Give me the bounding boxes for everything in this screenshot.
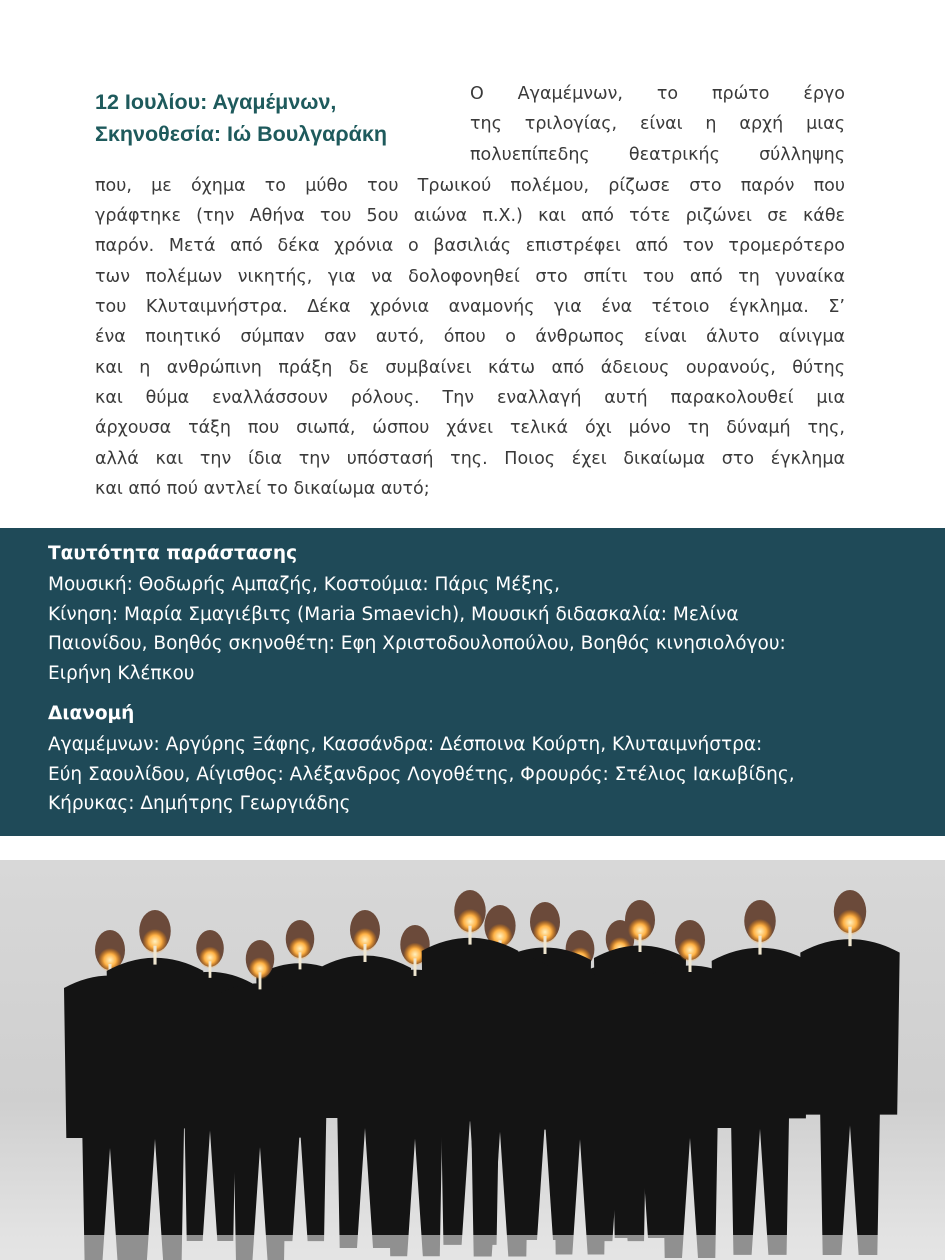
body-line: παρόν. Μετά από δέκα χρόνια ο βασιλιάς επιστρέφει από τον τρομερότερο xyxy=(95,236,845,256)
cast-title: Διανομή xyxy=(48,703,135,724)
ensemble-photo xyxy=(0,860,945,1260)
heading-line-date-title: 12 Ιουλίου: Αγαμέμνων, xyxy=(95,90,337,114)
cast-line: Κήρυκας: Δημήτρης Γεωργιάδης xyxy=(48,793,351,814)
body-line: αλλά και την ίδια την υπόστασή της. Ποιος έχει δικαίωμα στο έγκλημα xyxy=(95,449,845,469)
article-heading xyxy=(95,86,440,150)
identity-line: Κίνηση: Μαρία Σμαγιέβιτς (Maria Smaevich), Μουσική διδασκαλία: Μελίνα xyxy=(48,604,739,625)
body-line: και θύμα εναλλάσσουν ρόλους. Την εναλλαγή αυτή παρακολουθεί μια xyxy=(95,388,845,408)
intro-line: της τριλογίας, είναι η αρχή μιας xyxy=(470,114,845,134)
body-line: που, με όχημα το μύθο του Τρωικού πολέμου, ρίζωσε στο παρόν που xyxy=(95,176,845,196)
intro-line: πολυεπίπεδης θεατρικής σύλληψης xyxy=(470,145,845,165)
heading-line-director: Σκηνοθεσία: Ιώ Βουλγαράκη xyxy=(95,122,388,146)
floor xyxy=(0,1235,945,1260)
ensemble-illustration xyxy=(0,860,945,1260)
intro-line: Ο Αγαμέμνων, το πρώτο έργο xyxy=(470,84,845,104)
credits-panel xyxy=(0,528,945,836)
body-line: του Κλυταιμνήστρα. Δέκα χρόνια αναμονής για ένα τέτοιο έγκλημα. Σ’ xyxy=(95,297,845,317)
body-line: και η ανθρώπινη πράξη δε συμβαίνει κάτω από άδειους ουρανούς, θύτης xyxy=(95,358,845,378)
body-line: και από πού αντλεί το δικαίωμα αυτό; xyxy=(95,479,430,499)
identity-title: Ταυτότητα παράστασης xyxy=(48,543,298,564)
cast-line: Αγαμέμνων: Αργύρης Ξάφης, Κασσάνδρα: Δέσποινα Κούρτη, Κλυταιμνήστρα: xyxy=(48,734,763,755)
identity-line: Μουσική: Θοδωρής Αμπαζής, Κοστούμια: Πάρις Μέξης, xyxy=(48,574,561,595)
identity-line: Παιονίδου, Βοηθός σκηνοθέτη: Εφη Χριστοδουλοπούλου, Βοηθός κινησιολόγου: xyxy=(48,633,786,654)
body-line: ένα ποιητικό σύμπαν σαν αυτό, όπου ο άνθρωπος είναι άλυτο αίνιγμα xyxy=(95,327,845,347)
body-line: γράφτηκε (την Αθήνα του 5ου αιώνα π.Χ.) και από τότε ριζώνει σε κάθε xyxy=(95,206,845,226)
body-line: άρχουσα τάξη που σιωπά, ώσπου χάνει τελικά όχι μόνο τη δύναμή της, xyxy=(95,418,845,438)
body-line: των πολέμων νικητής, για να δολοφονηθεί στο σπίτι του από τη γυναίκα xyxy=(95,267,845,287)
cast-line: Εύη Σαουλίδου, Αίγισθος: Αλέξανδρος Λογοθέτης, Φρουρός: Στέλιος Ιακωβίδης, xyxy=(48,764,795,785)
identity-line: Ειρήνη Κλέπκου xyxy=(48,663,195,684)
